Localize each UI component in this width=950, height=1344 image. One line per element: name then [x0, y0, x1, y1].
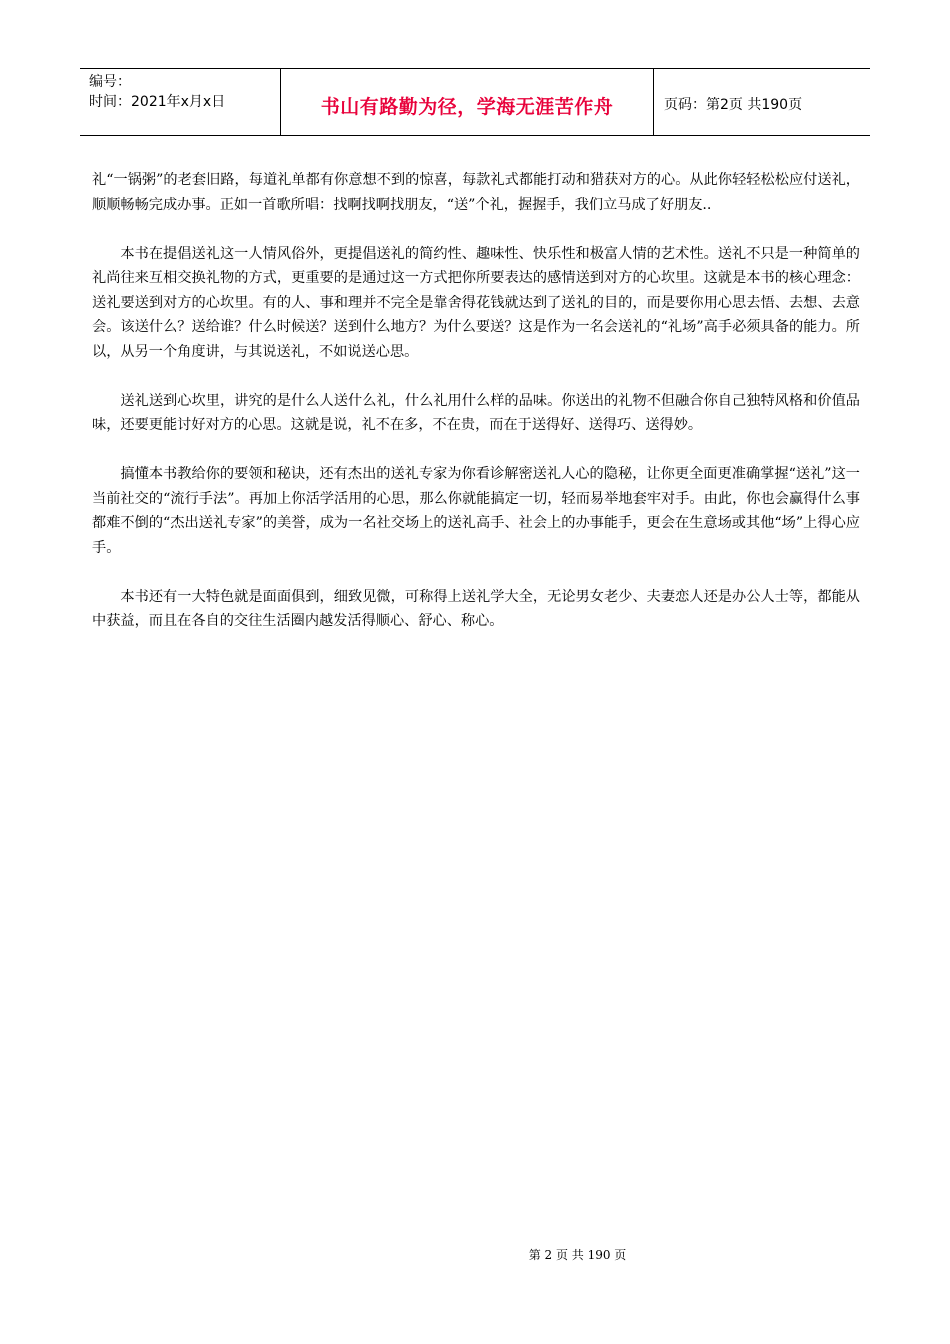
footer-page-number: 第 2 页 共 190 页 [528, 1248, 627, 1262]
paragraph: 送礼送到心坎里，讲究的是什么人送什么礼，什么礼用什么样的品味。你送出的礼物不但融合你自己独特风格和价值品味，还要更能讨好对方的心思。这就是说，礼不在多，不在贵，而在于送得好、送得巧、送得妙。 [92, 392, 860, 433]
header-page-cell [654, 69, 870, 135]
date-label: 时间：2021年x月x日 [89, 94, 226, 110]
paragraph: 本书在提倡送礼这一人情风俗外，更提倡送礼的简约性、趣味性、快乐性和极富人情的艺术性。送礼不只是一种简单的礼尚往来互相交换礼物的方式，更重要的是通过这一方式把你所要表达的感情送到对方的心坎里。这就是本书的核心理念：送礼要送到对方的心坎里。有的人、事和理并不完全是靠舍得花钱就达到了送礼的目的，而是要你用心思去悟、去想、去意会。该送什么？送给谁？什么时候送？送到什么地方？为什么要送？这是作为一名会送礼的“礼场”高手必须具备的能力。所以，从另一个角度讲，与其说送礼，不如说送心思。 [92, 245, 860, 360]
paragraph: 礼“一锅粥”的老套旧路，每道礼单都有你意想不到的惊喜，每款礼式都能打动和猎获对方的心。从此你轻轻松松应付送礼，顺顺畅畅完成办事。正如一首歌所唱：找啊找啊找朋友，“送”个礼，握握手，我们立马成了好朋友.. [92, 172, 860, 213]
paragraph: 本书还有一大特色就是面面俱到，细致见微，可称得上送礼学大全，无论男女老少、夫妻恋人还是办公人士等，都能从中获益，而且在各自的交往生活圈内越发活得顺心、舒心、称心。 [92, 588, 860, 629]
motto-text: 书山有路勤为径，学海无涯苦作舟 [320, 95, 614, 118]
page-footer [0, 1246, 950, 1263]
page-info: 页码：第2页 共190页 [664, 97, 803, 113]
number-label: 编号： [89, 74, 131, 90]
header-meta-cell [80, 69, 281, 135]
document-body [92, 168, 860, 658]
header-motto-cell [281, 69, 654, 135]
document-header [80, 68, 870, 136]
paragraph: 搞懂本书教给你的要领和秘诀，还有杰出的送礼专家为你看诊解密送礼人心的隐秘，让你更全面更准确掌握“送礼”这一当前社交的“流行手法”。再加上你活学活用的心思，那么你就能搞定一切，轻而易举地套牢对手。由此，你也会赢得什么事都难不倒的“杰出送礼专家”的美誉，成为一名社交场上的送礼高手、社会上的办事能手，更会在生意场或其他“场”上得心应手。 [92, 466, 860, 556]
